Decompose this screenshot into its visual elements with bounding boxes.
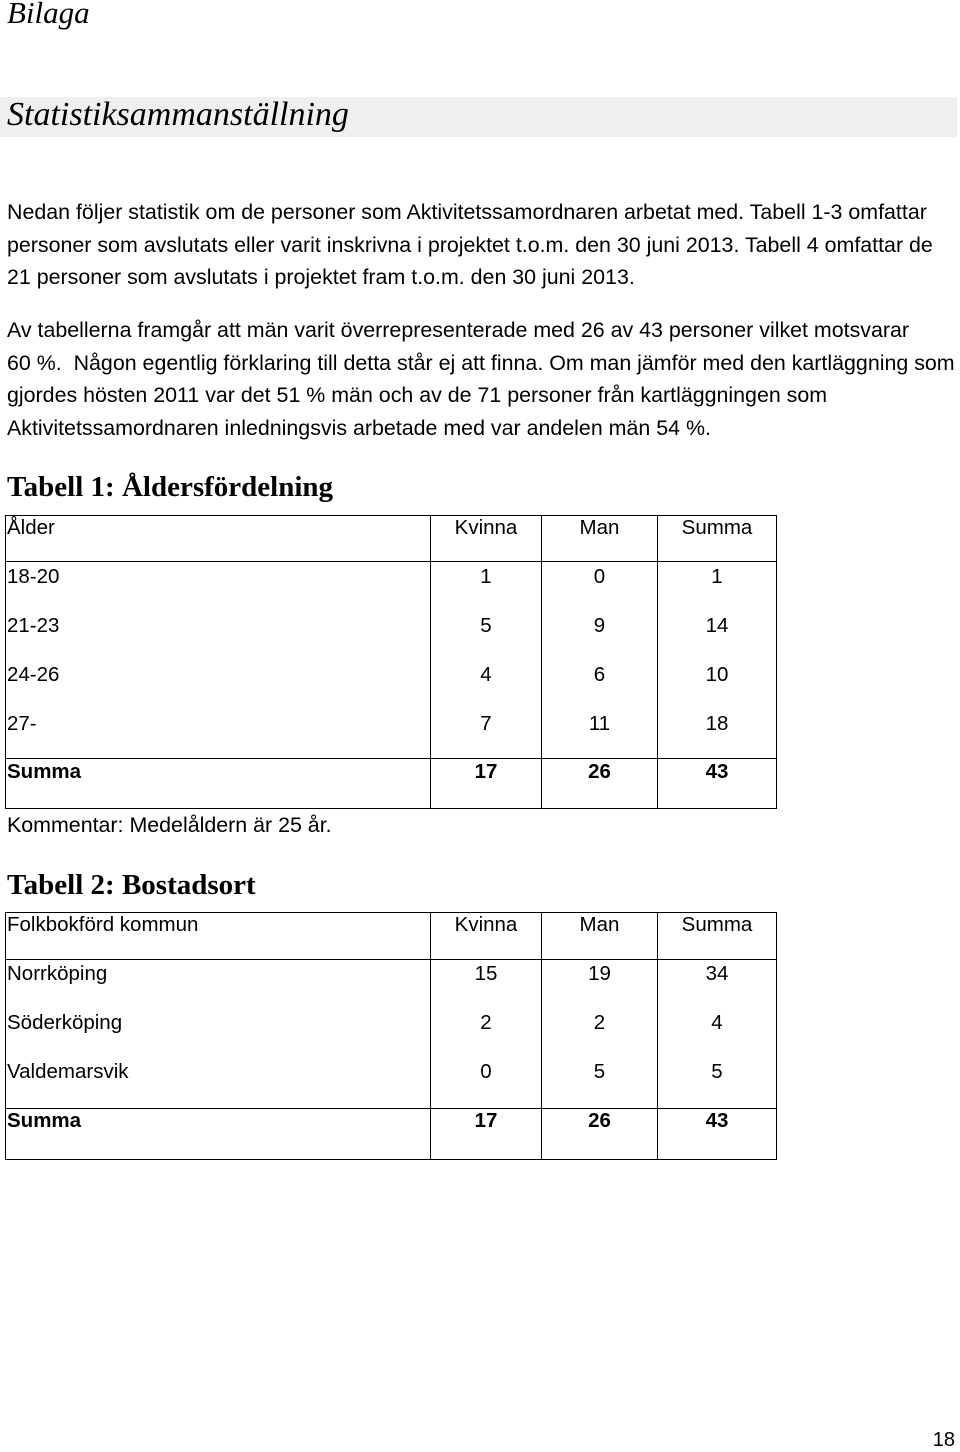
table-cell: 1 [430, 562, 541, 611]
page-number: 18 [932, 1429, 955, 1451]
table-cell: Valdemarsvik [7, 1060, 129, 1083]
table-cell: 11 [541, 709, 657, 758]
table-cell: 34 [657, 960, 776, 1009]
summary-line: gjordes hösten 2011 var det 51 % män och av de 71 personer från kartläggningen som [7, 383, 828, 408]
residence-table [5, 912, 777, 1160]
section-heading: Statistiksammanställning [7, 96, 349, 133]
table-2-heading: Tabell 2: Bostadsort [7, 869, 256, 901]
table-cell: 18-20 [7, 565, 60, 588]
intro-line: Nedan följer statistik om de personer som Aktivitetssamordnaren arbetat med. Tabell 1-3 omfattar [7, 200, 927, 224]
intro-paragraph [7, 196, 933, 294]
table-header-cell: Man [541, 516, 657, 562]
table-cell: 0 [430, 1058, 541, 1108]
table-total-cell: Summa [6, 1108, 430, 1159]
table-header-cell: Folkbokförd kommun [6, 913, 430, 960]
summary-line: Av tabellerna framgår att män varit överrepresenterade med 26 av 43 personer vilket motsvarar [7, 318, 910, 342]
table-cell: 19 [541, 960, 657, 1009]
section-heading-band [0, 97, 957, 137]
table-cell: 1 [657, 562, 776, 611]
table-cell: 4 [657, 1009, 776, 1058]
table-cell: Norrköping [7, 962, 108, 985]
summary-line: 60 %. Någon egentlig förklaring till detta står ej att finna. Om man jämför med den kartläggning som [7, 350, 955, 375]
table-cell: 2 [430, 1009, 541, 1058]
table-cell: Söderköping [7, 1011, 123, 1034]
table-total-cell: 43 [657, 1108, 776, 1159]
table-header-cell: Kvinna [430, 913, 541, 960]
table-cell: 27- [7, 712, 37, 735]
table-cell: 18 [657, 709, 776, 758]
page-title: Bilaga [7, 0, 90, 30]
table-1-heading: Tabell 1: Åldersfördelning [7, 471, 334, 503]
table-cell: 2 [541, 1009, 657, 1058]
table-cell: 21-23 [7, 614, 60, 637]
table-cell: 7 [430, 709, 541, 758]
table-total-cell: 43 [657, 758, 776, 808]
table-header-cell: Kvinna [430, 516, 541, 562]
table-cell: 0 [541, 562, 657, 611]
age-distribution-table [5, 515, 777, 809]
table-cell: 6 [541, 660, 657, 709]
table-header-cell: Summa [657, 913, 776, 960]
table-cell: 5 [657, 1058, 776, 1108]
summary-paragraph [7, 314, 955, 445]
intro-line: personer som avslutats eller varit inskrivna i projektet t.o.m. den 30 juni 2013. Tabell 4 omfattar de [7, 232, 933, 257]
summary-line: Aktivitetssamordnaren inledningsvis arbetade med var andelen män 54 %. [7, 416, 711, 441]
table-cell: 24-26 [7, 663, 60, 686]
table-total-cell: 17 [430, 1108, 541, 1159]
table-header-cell: Ålder [6, 516, 430, 562]
table-cell: 4 [430, 660, 541, 709]
table-cell: 5 [541, 1058, 657, 1108]
table-cell: 15 [430, 960, 541, 1009]
table-cell: 10 [657, 660, 776, 709]
table-cell: 5 [430, 611, 541, 660]
table-cell: 9 [541, 611, 657, 660]
table-header-cell: Summa [657, 516, 776, 562]
table-total-cell: 26 [541, 758, 657, 808]
table-1-comment: Kommentar: Medelåldern är 25 år. [7, 813, 332, 837]
table-total-cell: Summa [6, 758, 430, 808]
table-cell: 14 [657, 611, 776, 660]
table-total-cell: 17 [430, 758, 541, 808]
table-total-cell: 26 [541, 1108, 657, 1159]
intro-line: 21 personer som avslutats i projektet fram t.o.m. den 30 juni 2013. [7, 265, 635, 289]
table-header-cell: Man [541, 913, 657, 960]
